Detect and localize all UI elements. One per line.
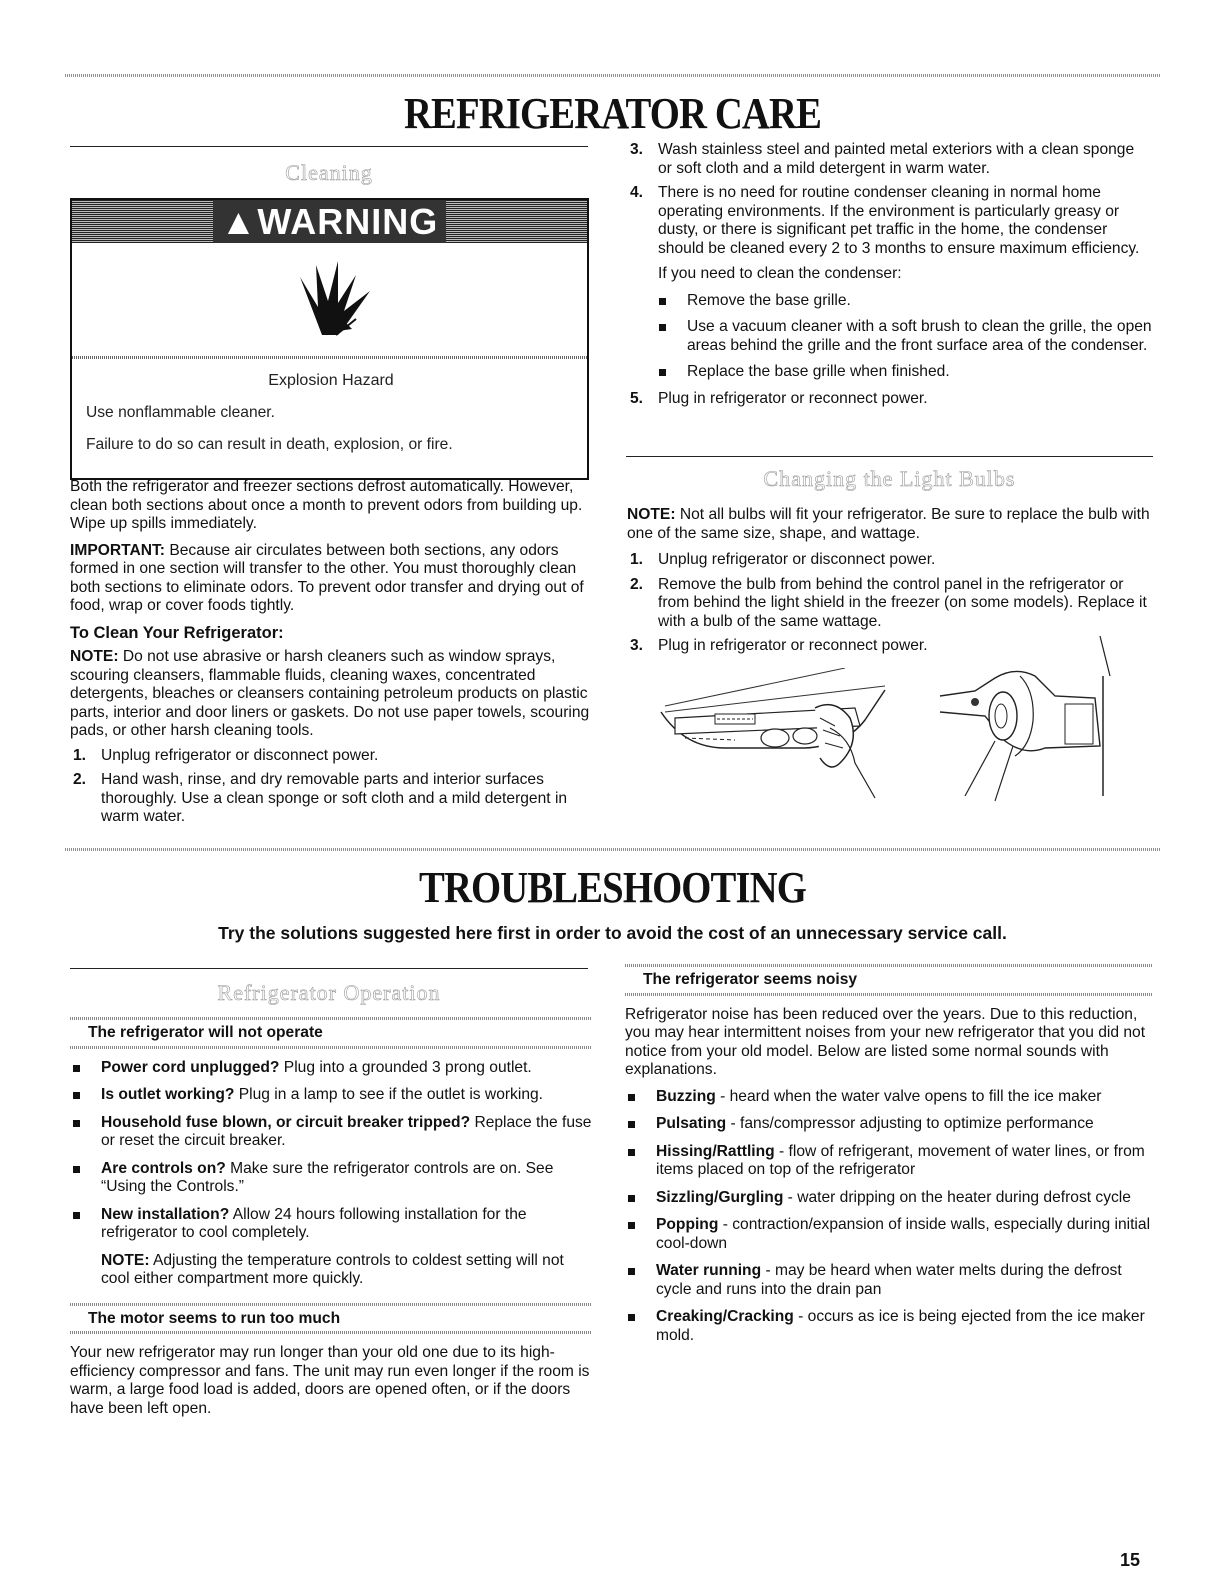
cleaning-section-title: Cleaning [285, 160, 373, 185]
cleaning-intro: Both the refrigerator and freezer sections defrost automatically. However, clean both sections about once a month to prevent odors from building up. Wipe up spills immediately. [70, 478, 583, 532]
control-panel-bulb-illustration [655, 668, 905, 808]
condenser-steps [627, 292, 1152, 382]
condenser-step: Use a vacuum cleaner with a soft brush to clean the grille, the open areas behind the grille and the front surface area of the condenser. [627, 318, 1152, 355]
noise-item: Pulsating - fans/compressor adjusting to optimize performance [625, 1115, 1153, 1134]
cleaning-steps-left [70, 747, 592, 827]
cleaning-step: 3. Wash stainless steel and painted metal exteriors with a clean sponge or soft cloth and a mild detergent in warm water. [630, 141, 1135, 177]
troubleshooting-subtitle: Try the solutions suggested here first in order to avoid the cost of an unnecessary service call. [218, 923, 1007, 943]
warning-line-1: Use nonflammable cleaner. [86, 404, 275, 421]
check-item: Is outlet working? Plug in a lamp to see if the outlet is working. [70, 1086, 592, 1105]
page-title: REFRIGERATOR CARE [403, 89, 822, 138]
noisy-right-column [625, 964, 1153, 1354]
light-bulbs-section-title: Changing the Light Bulbs [763, 466, 1016, 491]
left-section-rule [70, 146, 588, 147]
light-bulb-step: 1. Unplug refrigerator or disconnect power. [630, 551, 936, 568]
noise-item: Water running - may be heard when water melts during the defrost cycle and runs into the drain pan [625, 1262, 1153, 1299]
not-operate-heading: The refrigerator will not operate [70, 1017, 592, 1049]
noise-item: Popping - contraction/expansion of inside walls, especially during initial cool-down [625, 1216, 1153, 1253]
condenser-step: Remove the base grille. [627, 292, 1152, 311]
noise-item: Buzzing - heard when the water valve opens to fill the ice maker [625, 1088, 1153, 1107]
hazard-title: Explosion Hazard [268, 372, 394, 389]
warning-header [72, 200, 587, 243]
light-bulb-step: 3. Plug in refrigerator or reconnect power. [630, 637, 928, 654]
check-item: Are controls on? Make sure the refrigerator controls are on. See “Using the Controls.” [70, 1160, 592, 1197]
noise-item: Creaking/Cracking - occurs as ice is being ejected from the ice maker mold. [625, 1308, 1153, 1345]
light-bulbs-note: NOTE: Not all bulbs will fit your refrigerator. Be sure to replace the bulb with one of the same size, shape, and wattage. [627, 506, 1150, 542]
cleaning-step: 5. Plug in refrigerator or reconnect power. [630, 389, 928, 407]
right-section-rule [626, 456, 1153, 457]
noisy-heading: The refrigerator seems noisy [625, 964, 1153, 996]
cleaning-step: 4. There is no need for routine condenser cleaning in normal home operating environments. If the environment is particularly greasy or dusty, or there is significant pet traffic in the home, the condenser should be cleaned every 2 to 3 months to ensure maximum efficiency. If you need to clean the condenser: [627, 184, 1152, 284]
warning-box [70, 198, 589, 480]
noisy-intro: Refrigerator noise has been reduced over the years. Due to this reduction, you may hear intermittent noises from your new refrigerator that you did not notice from your old model. Below are listed some normal sounds with explanations. [625, 1005, 1146, 1078]
check-item: Power cord unplugged? Plug into a grounded 3 prong outlet. [70, 1059, 592, 1078]
motor-heading: The motor seems to run too much [70, 1303, 592, 1335]
light-bulb-step: 2. Remove the bulb from behind the control panel in the refrigerator or from behind the light shield in the freezer (on some models). Replace it with a bulb of the same wattage. [630, 575, 1147, 630]
cleaning-step-5 [627, 390, 1152, 409]
troubleshooting-title: TROUBLESHOOTING [418, 863, 807, 912]
condenser-intro: If you need to clean the condenser: [658, 265, 902, 282]
cleaning-left-column [70, 478, 592, 833]
noise-list [625, 1088, 1153, 1346]
cleaning-step: 1. Unplug refrigerator or disconnect power. [73, 746, 379, 764]
warning-triangle-icon: ▲ [220, 201, 258, 242]
cleaning-note: NOTE: Do not use abrasive or harsh cleaners such as window sprays, scouring cleansers, flammable fluids, cleaning waxes, concentrated detergents, bleaches or cleansers containing petroleum products on plastic parts, interior and door liners or gaskets. Do not use paper towels, scouring pads, or other harsh cleaning tools. [70, 648, 590, 739]
noise-item: Sizzling/Gurgling - water dripping on the heater during defrost cycle [625, 1189, 1153, 1208]
cleaning-step: 2. Hand wash, rinse, and dry removable parts and interior surfaces thoroughly. Use a clean sponge or soft cloth and a mild detergent in warm water. [73, 771, 568, 825]
explosion-icon [76, 243, 585, 353]
warning-word: ▲WARNING [213, 200, 447, 243]
middle-dotted-rule [65, 848, 1160, 851]
top-dotted-rule [65, 74, 1160, 77]
not-operate-list [70, 1059, 592, 1243]
check-item: New installation? Allow 24 hours following installation for the refrigerator to cool completely. [70, 1206, 592, 1243]
operation-note: NOTE: Adjusting the temperature controls to coldest setting will not cool either compartment more quickly. [101, 1251, 564, 1287]
warning-separator [72, 356, 587, 359]
operation-rule [70, 968, 588, 969]
operation-section-title: Refrigerator Operation [217, 980, 441, 1005]
page-number: 15 [1120, 1550, 1141, 1570]
noise-item: Hissing/Rattling - flow of refrigerant, movement of water lines, or from items placed on top of the refrigerator [625, 1143, 1153, 1180]
condenser-step: Replace the base grille when finished. [627, 363, 1152, 382]
clean-subheading: To Clean Your Refrigerator: [70, 623, 284, 642]
operation-left-column [70, 1017, 592, 1426]
freezer-bulb-illustration [935, 636, 1115, 808]
cleaning-right-column [627, 141, 1152, 414]
warning-line-2: Failure to do so can result in death, explosion, or fire. [86, 436, 453, 453]
warning-body [86, 366, 576, 468]
motor-text: Your new refrigerator may run longer than your old one due to its high-efficiency compressor and fans. The unit may run even longer if the room is warm, a large food load is added, doors are opened often, or if the doors have been left open. [70, 1344, 590, 1417]
cleaning-steps-right [627, 141, 1152, 284]
important-paragraph: IMPORTANT: Because air circulates between both sections, any odors formed in one section will transfer to the other. You must thoroughly clean both sections to eliminate odors. To prevent odor transfer and drying out of food, wrap or cover foods tightly. [70, 541, 584, 614]
check-item: Household fuse blown, or circuit breaker tripped? Replace the fuse or reset the circuit breaker. [70, 1114, 592, 1151]
